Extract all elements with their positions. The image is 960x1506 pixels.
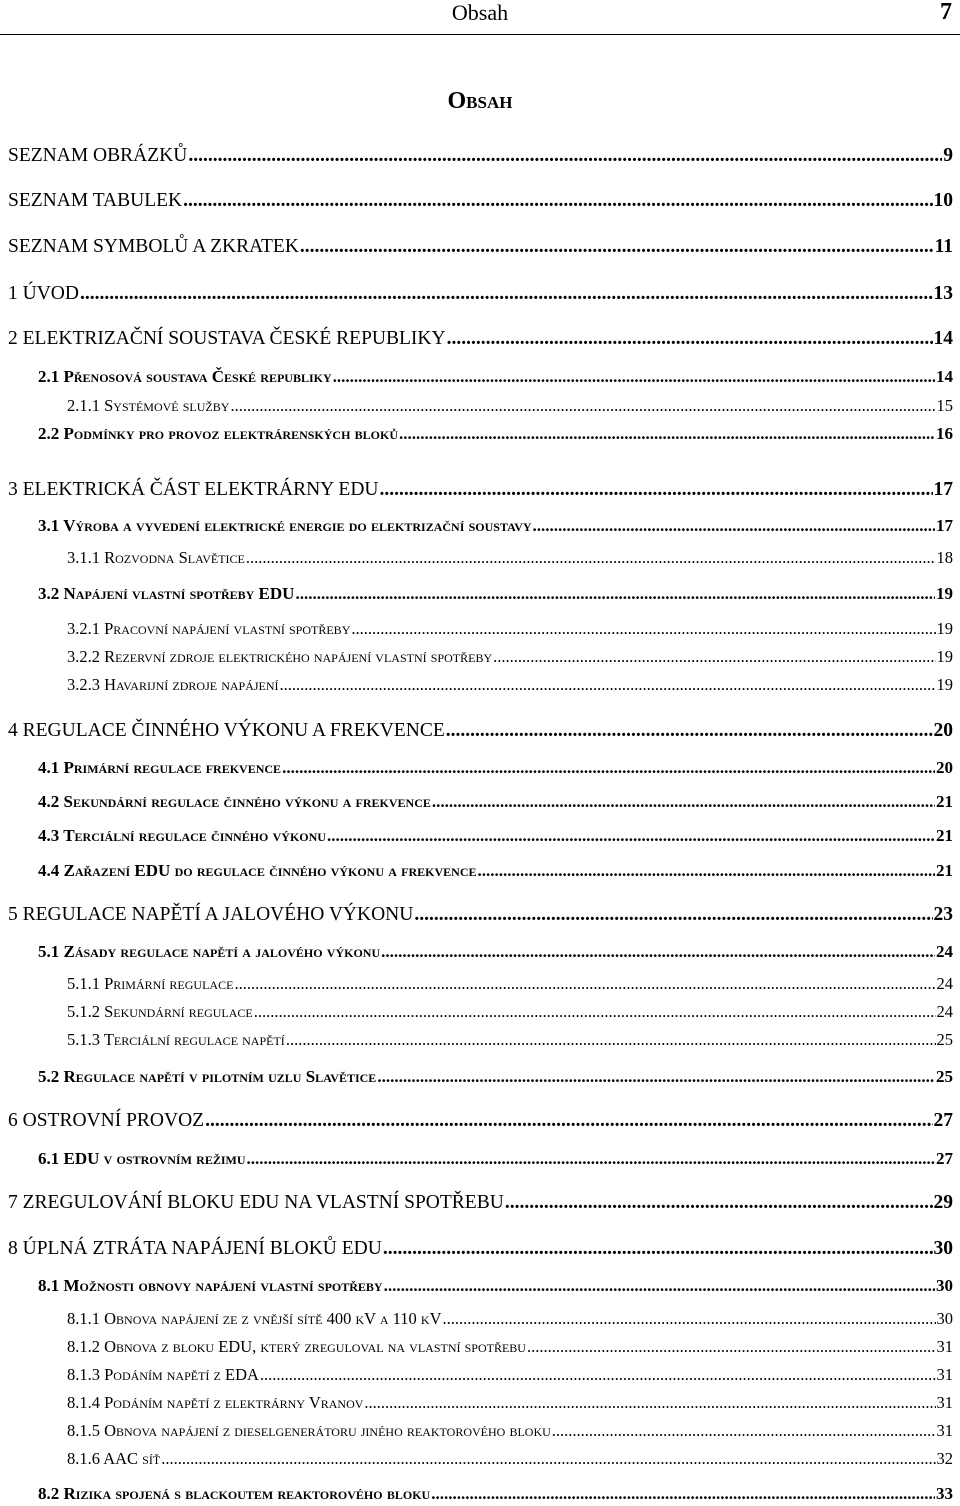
toc-entry[interactable]: 7 ZREGULOVÁNÍ BLOKU EDU NA VLASTNÍ SPOTŘEBU ..... 29 (8, 1193, 953, 1213)
toc-entry[interactable]: 3 ELEKTRICKÁ ČÁST ELEKTRÁRNY EDU ..... 17 (8, 480, 953, 500)
toc-entry[interactable]: SEZNAM TABULEK ..... 10 (8, 191, 953, 211)
toc-entry[interactable]: 4 REGULACE ČINNÉHO VÝKONU A FREKVENCE ..... 20 (8, 721, 953, 741)
toc-entry[interactable]: 3.2.2 Rezervní zdroje elektrického napájení vlastní spotřeby ..... 19 (67, 647, 953, 667)
toc-entry[interactable]: 8.1.4 Podáním napětí z elektrárny Vranov ..... 31 (67, 1393, 953, 1413)
toc-entry[interactable]: 8.1.6 AAC síť ..... 32 (67, 1449, 953, 1469)
page-header (0, 0, 960, 35)
toc-entry[interactable]: 8.1.3 Podáním napětí z EDA ..... 31 (67, 1365, 953, 1385)
toc-entry[interactable]: 3.1 Výroba a vyvedení elektrické energie do elektrizační soustavy ..... 17 (38, 516, 953, 536)
document-title: Obsah (447, 88, 513, 114)
toc-entry[interactable]: 6 OSTROVNÍ PROVOZ ..... 27 (8, 1111, 953, 1131)
toc-entry[interactable]: 8.1 Možnosti obnovy napájení vlastní spotřeby ..... 30 (38, 1276, 953, 1296)
toc-entry[interactable]: 8.1.1 Obnova napájení ze z vnější sítě 400 kV a 110 kV ..... 30 (67, 1309, 953, 1329)
toc-entry[interactable]: 2.1.1 Systémové služby ..... 15 (67, 396, 953, 416)
toc-entry[interactable]: 4.4 Zařazení EDU do regulace činného výkonu a frekvence ..... 21 (38, 861, 953, 881)
toc-entry[interactable]: 2.1 Přenosová soustava České republiky ..... 14 (38, 367, 953, 387)
toc-entry[interactable]: 5.1.1 Primární regulace ..... 24 (67, 974, 953, 994)
toc-entry[interactable]: 1 ÚVOD ..... 13 (8, 284, 953, 304)
toc-entry[interactable]: 5.1.3 Terciální regulace napětí ..... 25 (67, 1030, 953, 1050)
toc-entry[interactable]: 3.2.1 Pracovní napájení vlastní spotřeby ..... 19 (67, 619, 953, 639)
toc-entry[interactable]: 4.1 Primární regulace frekvence ..... 20 (38, 758, 953, 778)
toc-entry[interactable]: 8 ÚPLNÁ ZTRÁTA NAPÁJENÍ BLOKŮ EDU ..... 30 (8, 1239, 953, 1259)
toc-entry[interactable]: 3.1.1 Rozvodna Slavětice ..... 18 (67, 548, 953, 568)
toc-entry[interactable]: 6.1 EDU v ostrovním režimu ..... 27 (38, 1149, 953, 1169)
toc-entry[interactable]: 8.1.5 Obnova napájení z dieselgenerátoru jiného reaktorového bloku ..... 31 (67, 1421, 953, 1441)
toc-entry[interactable]: 3.2.3 Havarijní zdroje napájení ..... 19 (67, 675, 953, 695)
toc-entry[interactable]: 4.2 Sekundární regulace činného výkonu a frekvence ..... 21 (38, 792, 953, 812)
toc-entry[interactable]: 8.2 Rizika spojená s blackoutem reaktorového bloku ..... 33 (38, 1484, 953, 1504)
toc-entry[interactable]: 8.1.2 Obnova z bloku EDU, který zreguloval na vlastní spotřebu ..... 31 (67, 1337, 953, 1357)
toc-entry[interactable]: 2 ELEKTRIZAČNÍ SOUSTAVA ČESKÉ REPUBLIKY ..... 14 (8, 329, 953, 349)
toc-entry[interactable]: 3.2 Napájení vlastní spotřeby EDU ..... 19 (38, 584, 953, 604)
toc-entry[interactable]: SEZNAM OBRÁZKŮ ..... 9 (8, 146, 953, 166)
toc-entry[interactable]: 5.1.2 Sekundární regulace ..... 24 (67, 1002, 953, 1022)
toc-entry[interactable]: SEZNAM SYMBOLŮ A ZKRATEK ..... 11 (8, 237, 953, 257)
page-number: 7 (940, 0, 952, 25)
toc-entry[interactable]: 4.3 Terciální regulace činného výkonu ..... 21 (38, 826, 953, 846)
toc-entry[interactable]: 2.2 Podmínky pro provoz elektrárenských bloků ..... 16 (38, 424, 953, 444)
toc-entry[interactable]: 5 REGULACE NAPĚTÍ A JALOVÉHO VÝKONU ..... 23 (8, 905, 953, 925)
toc-entry[interactable]: 5.1 Zásady regulace napětí a jalového výkonu ..... 24 (38, 942, 953, 962)
running-header-title: Obsah (451, 0, 509, 25)
toc-entry[interactable]: 5.2 Regulace napětí v pilotním uzlu Slavětice ..... 25 (38, 1067, 953, 1087)
